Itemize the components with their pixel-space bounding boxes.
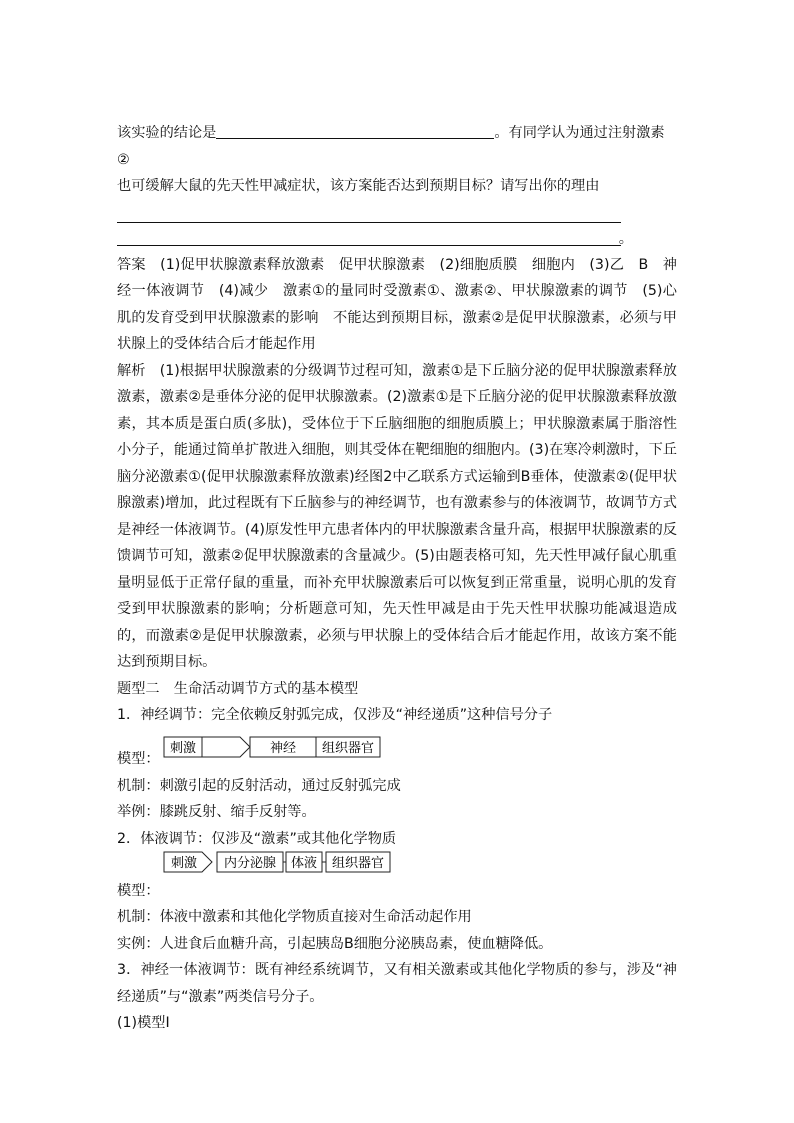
arrow-shape — [202, 737, 250, 757]
example-1: 举例：膝跳反射、缩手反射等。 — [117, 804, 316, 820]
answer-line-1 — [117, 200, 621, 223]
organ-text: 组织器官 — [321, 740, 374, 756]
body-fluid-text: 体液 — [290, 856, 317, 871]
item-2: 2．体液调节：仅涉及“激素”或其他化学物质 — [117, 830, 397, 847]
end-mark: 。 — [618, 231, 633, 247]
model-label: 模型： — [117, 882, 160, 899]
organ-text: 组织器官 — [331, 856, 384, 871]
gland-text: 内分泌腺 — [223, 856, 276, 871]
content — [117, 120, 677, 1037]
question-prefix: 该实验的结论是 — [117, 125, 217, 141]
question-line-2: 也可缓解大鼠的先天性甲减症状，该方案能否达到预期目标？请写出你的理由 — [117, 178, 600, 194]
answer-text: 答案 (1)促甲状腺激素释放激素 促甲状腺激素 (2)细胞质膜 细胞内 (3)乙 B 神经一体液调节 (4)减少 激素①的量同时受激素①、激素②、甲状腺激素的调节 (5)心肌的发育受到甲状腺激素的影响 不能达到预期目标，激素②是促甲状腺激素，必须与甲状腺上的受体结合后才能起作用 — [117, 256, 677, 352]
answer-line-2 — [117, 223, 633, 247]
answer-blank — [216, 121, 494, 139]
stimulus-text: 刺激 — [169, 740, 196, 756]
nerve-text: 神经 — [269, 740, 296, 756]
item-1: 1．神经调节：完全依赖反射弧完成，仅涉及“神经递质”这种信号分子 — [117, 707, 553, 723]
item-3: 3．神经一体液调节：既有神经系统调节，又有相关激素或其他化学物质的参与，涉及“神经递质”与“激素”两类信号分子。 — [117, 962, 677, 1005]
model-label: 模型： — [117, 751, 160, 767]
neural-model-diagram — [162, 733, 382, 769]
mechanism-2: 机制：体液中激素和其他化学物质直接对生命活动起作用 — [117, 909, 472, 925]
example-2: 实例：人进食后血糖升高，引起胰岛B细胞分泌胰岛素，使血糖降低。 — [117, 935, 553, 952]
humoral-model-diagram — [162, 848, 392, 892]
question-suffix: 。有同学认为通过注射激素② — [117, 125, 665, 168]
model-diagram-2 — [117, 852, 677, 904]
mechanism-1: 机制：刺激引起的反射活动，通过反射弧完成 — [117, 777, 401, 794]
stimulus-text: 刺激 — [170, 856, 197, 871]
sub-item-1: (1)模型Ⅰ — [117, 1015, 170, 1031]
analysis-text: 解析 (1)根据甲状腺激素的分级调节过程可知，激素①是下丘脑分泌的促甲状腺激素释放激素，激素②是垂体分泌的促甲状腺激素。(2)激素①是下丘脑分泌的促甲状腺激素释放激素，其本质是蛋白质(多肽)，受体位于下丘脑细胞的细胞质膜上；甲状腺激素属于脂溶性小分子，能通过简单扩散进入细胞，则其受体在靶细胞的细胞内。(3)在寒冷刺激时，下丘脑分泌激素①(促甲状腺激素释放激素)经图2中乙联系方式运输到B垂体，使激素②(促甲状腺激素)增加，此过程既有下丘脑参与的神经调节，也有激素参与的体液调节，故调节方式是神经一体液调节。(4)原发性甲亢患者体内的甲状腺激素含量升高，根据甲状腺激素的反馈调节可知，激素②促甲状腺激素的含量减少。(5)由题表格可知，先天性甲减仔鼠心肌重量明显低于正常仔鼠的重量，而补充甲状腺激素后可以恢复到正常重量，说明心肌的发育受到甲状腺激素的影响；分析题意可知，先天性甲减是由于先天性甲状腺功能减退造成的，而激素②是促甲状腺激素，必须与甲状腺上的受体结合后才能起作用，故该方案不能达到预期目标。 — [117, 362, 677, 670]
section-title: 题型二 生命活动调节方式的基本模型 — [117, 680, 359, 697]
model-diagram-1 — [117, 729, 677, 773]
question-line-1 — [117, 120, 677, 173]
